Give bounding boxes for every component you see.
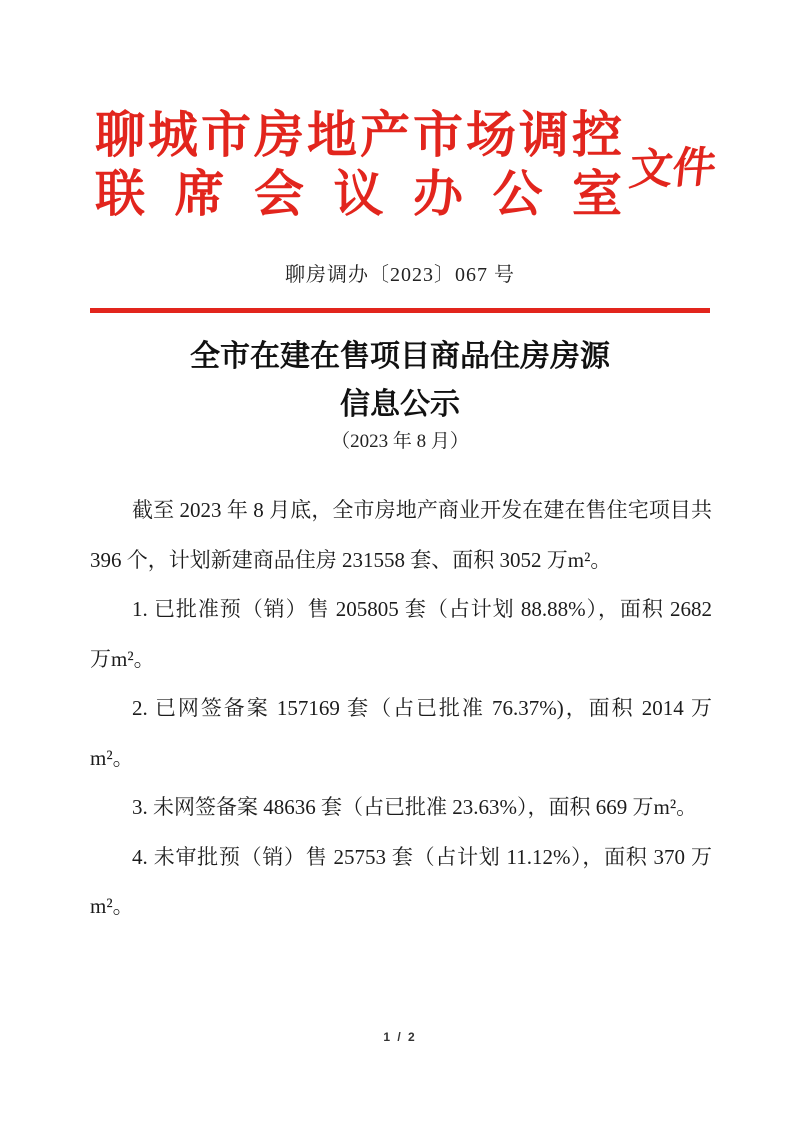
red-divider-line <box>90 308 710 313</box>
page-footer <box>0 1028 800 1046</box>
document-number: 聊房调办〔2023〕067 号 <box>285 264 515 286</box>
body-paragraph-item-4: 4. 未审批预（销）售 25753 套（占计划 11.12%），面积 370 万m²。 <box>90 844 712 918</box>
report-period: （2023 年 8 月） <box>331 431 469 452</box>
body-paragraph-item-1: 1. 已批准预（销）售 205805 套（占计划 88.88%），面积 2682 万m²。 <box>90 597 712 671</box>
body-paragraph-item-2: 2. 已网签备案 157169 套（占已批准 76.37%)，面积 2014 万m²。 <box>90 696 712 770</box>
org-name-line-2: 联席会议办公室 <box>95 166 622 222</box>
document-letterhead <box>95 106 719 224</box>
document-type-label: 文件 <box>626 143 719 194</box>
document-title-line-2: 信息公示 <box>340 388 460 421</box>
document-body <box>90 486 712 932</box>
document-title-line-1: 全市在建在售项目商品住房房源 <box>190 340 610 373</box>
page-number-indicator: 1 / 2 <box>383 1030 417 1044</box>
body-paragraph-item-3: 3. 未网签备案 48636 套（占已批准 23.63%），面积 669 万m²。 <box>132 795 698 819</box>
org-name-line-1: 聊城市房地产市场调控 <box>95 107 622 163</box>
body-paragraph-summary: 截至 2023 年 8 月底，全市房地产商业开发在建在售住宅项目共 396 个，计划新建商品住房 231558 套、面积 3052 万m²。 <box>90 498 712 572</box>
issuing-org-name <box>95 106 622 224</box>
document-title <box>0 333 800 429</box>
